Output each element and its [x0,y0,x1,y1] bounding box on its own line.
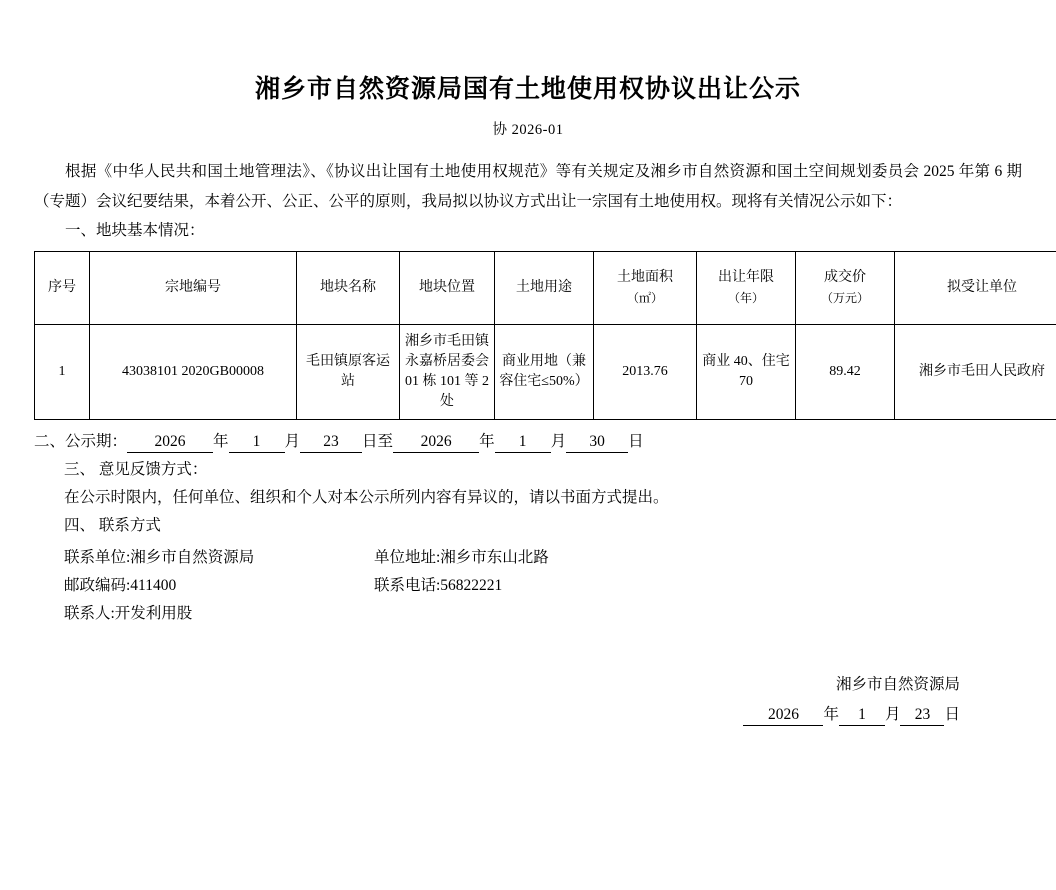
cell-code: 43038101 2020GB00008 [90,325,297,420]
contact-block [26,544,1030,628]
contact-person: 联系人:开发利用股 [34,600,364,628]
notice-month-label-1: 月 [285,433,301,450]
cell-use: 商业用地（兼容住宅≤50%） [495,325,594,420]
header-years-unit: （年） [700,288,792,308]
notice-end-day: 30 [566,432,628,453]
notice-prefix: 二、公示期： [34,433,127,450]
notice-month-label-2: 月 [551,433,567,450]
header-years-label: 出让年限 [700,268,792,288]
land-parcel-table [34,251,1056,420]
notice-start-year: 2026 [127,432,213,453]
header-code: 宗地编号 [90,252,297,325]
header-price [796,252,895,325]
cell-seq: 1 [35,325,90,420]
header-transferee: 拟受让单位 [895,252,1056,325]
notice-end-month: 1 [495,432,551,453]
notice-year-label-2: 年 [479,433,495,450]
header-area-unit: （㎡） [597,288,693,308]
header-seq: 序号 [35,252,90,325]
table-header-row [35,252,1056,325]
signature-month-label: 月 [885,706,901,723]
signature-day-label: 日 [944,706,960,723]
section-4-title: 四、 联系方式 [26,512,1030,540]
header-years [697,252,796,325]
cell-location: 湘乡市毛田镇永嘉桥居委会01 栋 101 等 2 处 [400,325,495,420]
header-name: 地块名称 [297,252,400,325]
contact-phone: 联系电话:56822221 [364,572,502,600]
notice-start-month: 1 [229,432,285,453]
notice-end-year: 2026 [393,432,479,453]
section-2-notice-period [26,428,1030,456]
notice-year-label-1: 年 [213,433,229,450]
contact-row-1 [34,544,1030,572]
signature-month: 1 [839,705,885,726]
notice-to-label: 日至 [362,433,393,450]
document-page [0,74,1056,890]
header-area-label: 土地面积 [597,268,693,288]
table-row [35,325,1056,420]
contact-row-2 [34,572,1030,600]
header-location: 地块位置 [400,252,495,325]
contact-postcode: 邮政编码:411400 [34,572,364,600]
signature-block [26,670,1030,730]
cell-transferee: 湘乡市毛田人民政府 [895,325,1056,420]
header-price-label: 成交价 [799,268,891,288]
contact-address: 单位地址:湘乡市东山北路 [364,544,549,572]
signature-day: 23 [900,705,944,726]
intro-paragraph: 根据《中华人民共和国土地管理法》、《协议出让国有土地使用权规范》等有关规定及湘乡市自然资源和国土空间规划委员会 2025 年第 6 期（专题）会议纪要结果，本着公开、公正、公平的原则，我局拟以协议方式出让一宗国有土地使用权。现将有关情况公示如下： [26,157,1030,217]
section-3-title: 三、 意见反馈方式： [26,456,1030,484]
signature-date [26,700,960,730]
document-number: 协 2026-01 [26,118,1030,139]
notice-start-day: 23 [300,432,362,453]
contact-unit: 联系单位:湘乡市自然资源局 [34,544,364,572]
header-area [594,252,697,325]
section-1-title: 一、地块基本情况： [26,217,1030,245]
header-price-unit: （万元） [799,288,891,308]
cell-price: 89.42 [796,325,895,420]
contact-row-3 [34,600,1030,628]
section-3-content: 在公示时限内，任何单位、组织和个人对本公示所列内容有异议的，请以书面方式提出。 [26,484,1030,512]
signature-year: 2026 [743,705,823,726]
signature-org: 湘乡市自然资源局 [26,670,960,700]
page-title: 湘乡市自然资源局国有土地使用权协议出让公示 [26,74,1030,104]
signature-year-label: 年 [823,706,839,723]
cell-name: 毛田镇原客运站 [297,325,400,420]
header-use: 土地用途 [495,252,594,325]
notice-day-label: 日 [628,433,644,450]
cell-years: 商业 40、住宅 70 [697,325,796,420]
cell-area: 2013.76 [594,325,697,420]
